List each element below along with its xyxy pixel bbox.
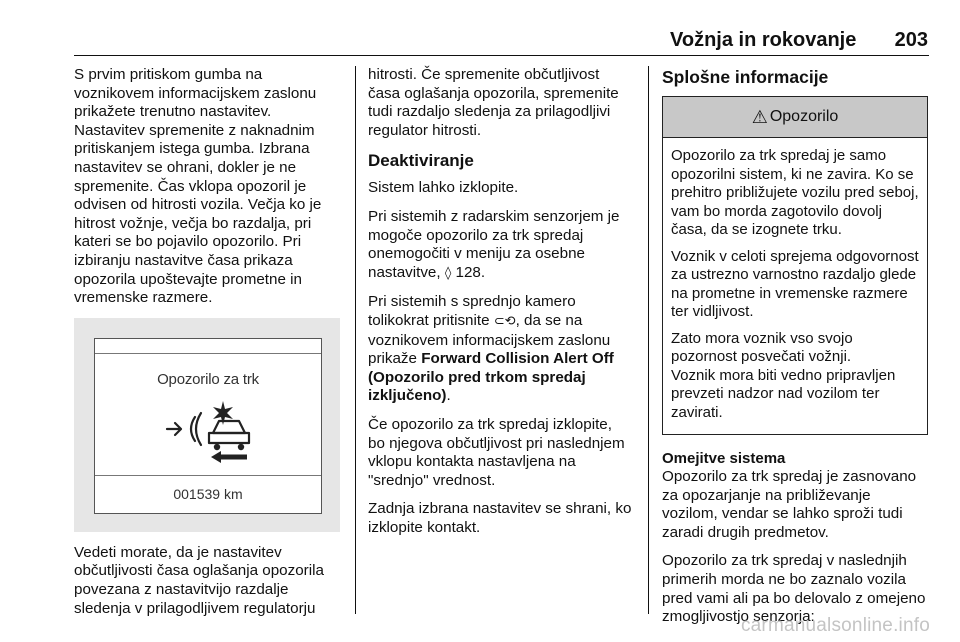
- odometer-readout: 001539 km: [173, 485, 243, 502]
- paragraph-sensitivity-note: Vedeti morate, da je nastavitev občutljivosti časa oglašanja opozorila povezana z nastavitvijo razdalje sledenja v prilagodljivem regulatorju: [74, 543, 324, 617]
- column-2: [368, 66, 633, 547]
- warning-body: [663, 138, 927, 434]
- warning-box: [662, 96, 928, 435]
- paragraph-limits-1: Opozorilo za trk spredaj je zasnovano za opozarjanje na približevanje vozilom, vendar se lahko sproži tudi zaradi drugih predmetov.: [662, 468, 917, 541]
- warning-title: Opozorilo: [769, 107, 839, 125]
- paragraph-setting-stored: Zadnja izbrana nastavitev se shrani, ko izklopite kontakt.: [368, 500, 632, 536]
- section-heading-general-info: Splošne informacije: [662, 67, 829, 87]
- header-rule: [74, 55, 929, 56]
- warning-paragraph-3: Zato mora voznik vso svojo pozornost posvečati vožnji.: [671, 329, 853, 365]
- page-number: 203: [894, 29, 928, 51]
- paragraph-reset-medium: Če opozorilo za trk spredaj izklopite, bo njegova občutljivost pri naslednjem vklopu kontakta nastavljena na "srednjo" vrednost.: [368, 415, 625, 489]
- warning-paragraph-1: Opozorilo za trk spredaj je samo opozorilni sistem, ki ne zavira. Ko se prehitro približujete vozilu pred seboj, vam bo morda zagotovilo dovolj časa, da se izognete trku.: [671, 147, 919, 238]
- driver-info-screen: [94, 338, 322, 514]
- collision-alert-button-icon: ⊂⟲: [493, 313, 516, 329]
- paragraph-radar-disable: Pri sistemih z radarskim senzorjem je mogoče opozorilo za trk spredaj onemogočiti v meniju za osebne nastavitve, ◊ 128.: [368, 207, 620, 281]
- screen-top-rule: [95, 353, 321, 354]
- column-divider-1: [355, 66, 356, 614]
- section-heading-deactivation: Deaktiviranje: [368, 151, 474, 171]
- warning-triangle-icon: ⚠: [751, 106, 768, 127]
- paragraph-can-disable: Sistem lahko izklopite.: [368, 179, 519, 197]
- radar-text: Pri sistemih z radarskim senzorjem je mogoče opozorilo za trk spredaj onemogočiti v meniju za osebne nastavitve,: [368, 207, 620, 281]
- screen-bottom-rule: [95, 475, 321, 476]
- paragraph-camera-disable: Pri sistemih s sprednjo kamero tolikokrat pritisnite ⊂⟲, da se na voznikovem informacijskem zaslonu prikaže Forward Collision Alert Off (Opozorilo pred trkom spredaj izključeno).: [368, 293, 614, 405]
- watermark: carmanualsonline.info: [740, 615, 930, 636]
- column-1: [74, 66, 344, 628]
- running-header-title: Vožnja in rokovanje: [670, 29, 857, 51]
- cluster-display-figure: [74, 318, 340, 532]
- subheading-system-limits: Omejitve sistema: [662, 450, 786, 467]
- column-divider-2: [648, 66, 649, 614]
- column-3: [662, 66, 928, 637]
- camera-text: Pri sistemih s sprednjo kamero tolikokrat pritisnite: [368, 293, 576, 329]
- page-reference-link[interactable]: 128: [455, 263, 481, 281]
- page-reference-arrow-icon: ◊: [444, 265, 452, 281]
- collision-alert-icon: [161, 399, 257, 465]
- warning-header: [663, 97, 927, 138]
- paragraph-setting-intro: S prvim pritiskom gumba na voznikovem informacijskem zaslonu prikažete trenutno nastavitev. Nastavitev spremenite z naknadnim pritiskanjem istega gumba. Izbrana nastavitev se ohrani, dokler je ne spremenite. Čas vklopa opozoril je odvisen od hitrosti vozila. Večja ko je hitrost vožnje, večja bo razdalja, pri kateri se bo pojavilo opozorilo. Pri izbiranju nastavitve časa prikaza opozorila upoštevajte prometne in vremenske razmere.: [74, 66, 322, 307]
- warning-paragraph-4: Voznik mora biti vedno pripravljen prevzeti nadzor nad vozilom ter zavirati.: [671, 366, 896, 421]
- fca-off-message: Forward Collision Alert Off (Opozorilo pred trkom spredaj izključeno): [368, 350, 614, 405]
- paragraph-sensitivity-continued: hitrosti. Če spremenite občutljivost časa oglašanja opozorila, spremenite tudi razdaljo sledenja za prilagodljivi regulator hitrosti.: [368, 66, 619, 139]
- paragraph-limits-2: Opozorilo za trk spredaj v naslednjih primerih morda ne bo zaznalo vozila pred vami ali pa bo delovalo z omejeno zmogljivostjo senzorja:: [662, 552, 926, 626]
- display-title: Opozorilo za trk: [157, 370, 259, 388]
- warning-paragraph-2: Voznik v celoti sprejema odgovornost za ustrezno varnostno razdaljo glede na prometne in vremenske razmere ter vidljivost.: [671, 247, 919, 320]
- camera-text-cont: , da se na voznikovem informacijskem zaslonu prikaže: [368, 311, 611, 368]
